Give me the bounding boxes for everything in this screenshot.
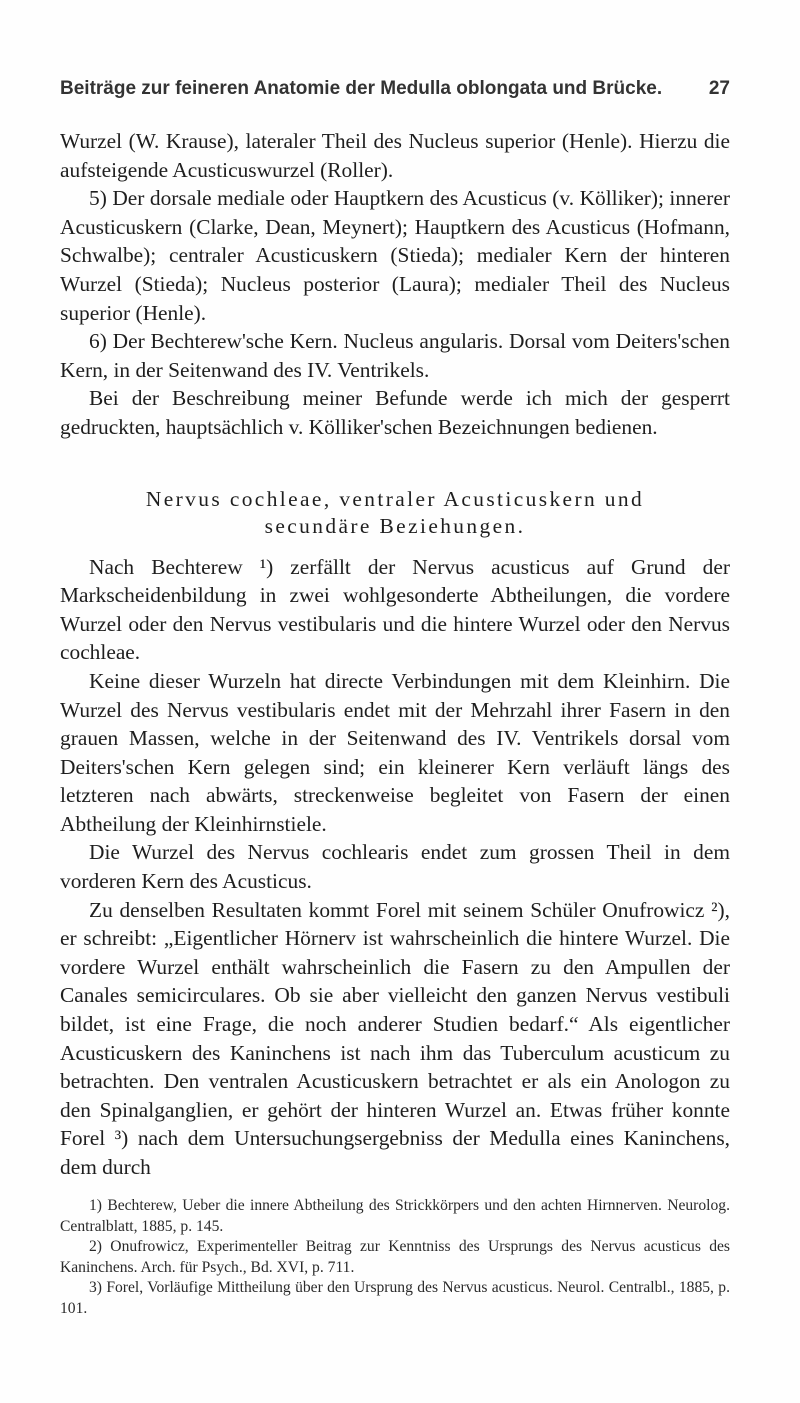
running-header: [60, 78, 730, 100]
paragraph: Keine dieser Wurzeln hat directe Verbindungen mit dem Kleinhirn. Die Wurzel des Nervus vestibularis endet mit der Mehrzahl ihrer Fasern in den grauen Massen, welche in der Seitenwand des IV. Ventrikels dorsal vom Deiters'schen Kern gelegen sind; ein kleinerer Kern verläuft längs des letzteren nach abwärts, streckenweise begleitet von Fasern der einen Abtheilung der Kleinhirnstiele.: [60, 668, 730, 836]
paragraph: 5) Der dorsale mediale oder Hauptkern des Acusticus (v. Kölliker); innerer Acusticuskern (Clarke, Dean, Meynert); Hauptkern des Acusticus (Hofmann, Schwalbe); centraler Acusticuskern (Stieda); medialer Kern der hinteren Wurzel (Stieda); Nucleus posterior (Laura); medialer Theil des Nucleus superior (Henle).: [60, 186, 730, 325]
paragraph: Wurzel (W. Krause), lateraler Theil des Nucleus superior (Henle). Hierzu die aufsteigende Acusticuswurzel (Roller).: [60, 129, 730, 182]
footnote: 1) Bechterew, Ueber die innere Abtheilung des Strickkörpers und den achten Hirnnerven. Neurolog. Centralblatt, 1885, p. 145.: [60, 1197, 730, 1235]
running-title: Beiträge zur feineren Anatomie der Medulla oblongata und Brücke.: [60, 78, 663, 99]
footnote: 2) Onufrowicz, Experimenteller Beitrag zur Kenntniss des Ursprungs des Nervus acusticus des Kaninchens. Arch. für Psych., Bd. XVI, p. 711.: [60, 1238, 730, 1276]
paragraph: Nach Bechterew ¹) zerfällt der Nervus acusticus auf Grund der Markscheidenbildung in zwei wohlgesonderte Abtheilungen, die vordere Wurzel oder den Nervus vestibularis und die hintere Wurzel oder den Nervus cochleae.: [60, 554, 730, 665]
paragraph: Zu denselben Resultaten kommt Forel mit seinem Schüler Onufrowicz ²), er schreibt: „Eigentlicher Hörnerv ist wahrscheinlich die hintere Wurzel. Die vordere Wurzel enthält wahrscheinlich die Fasern zu den Ampullen der Canales semicirculares. Ob sie aber vielleicht den ganzen Nervus vestibuli bildet, ist eine Frage, die noch anderer Studien bedarf.“ Als eigentlicher Acusticuskern des Kaninchens ist nach ihm das Tuberculum acusticum zu betrachten. Den ventralen Acusticuskern betrachtet er als ein Anologon zu den Spinalganglien, er gehört der hinteren Wurzel an. Etwas früher konnte Forel ³) nach dem Untersuchungsergebniss der Medulla eines Kaninchens, dem durch: [60, 897, 730, 1179]
main-text: [60, 127, 730, 1182]
paragraph: Bei der Beschreibung meiner Befunde werde ich mich der gesperrt gedruckten, hauptsächlich v. Kölliker'schen Bezeichnungen bedienen.: [60, 386, 730, 439]
paragraph: Die Wurzel des Nervus cochlearis endet zum grossen Theil in dem vorderen Kern des Acusticus.: [60, 840, 730, 894]
section-heading: [60, 486, 730, 540]
page-number: 27: [708, 78, 730, 99]
paragraph: 6) Der Bechterew'sche Kern. Nucleus angularis. Dorsal vom Deiters'schen Kern, in der Seitenwand des IV. Ventrikels.: [60, 329, 730, 382]
footnote: 3) Forel, Vorläufige Mittheilung über den Ursprung des Nervus acusticus. Neurol. Centralbl., 1885, p. 101.: [60, 1279, 730, 1317]
section-heading-line: secundäre Beziehungen.: [264, 513, 526, 538]
footnotes: [60, 1196, 730, 1320]
section-heading-line: Nervus cochleae, ventraler Acusticuskern und: [145, 486, 645, 511]
